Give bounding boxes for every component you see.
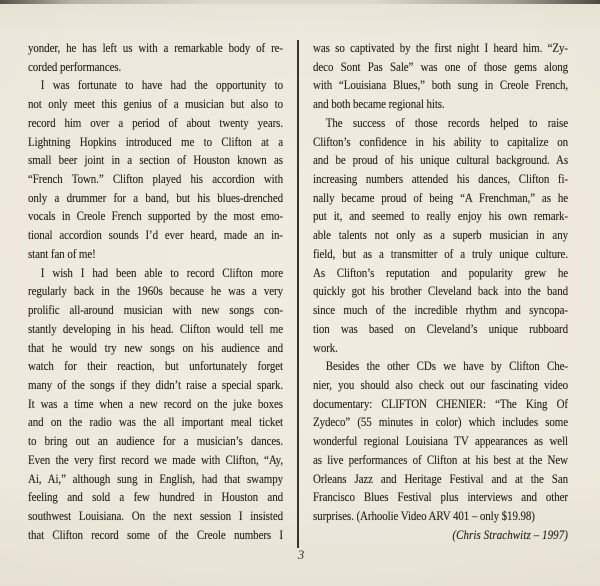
text-line: field, but as a transmitter of a truly unique culture. — [313, 246, 568, 261]
text-line: Even the very first record we made with Clifton, “Ay, — [28, 452, 283, 467]
text-line: work. — [313, 340, 338, 355]
text-line: nally became proud of being “A Frenchman,” as he — [313, 190, 568, 205]
text-line: put it, and seemed to really enjoy his own remark- — [313, 209, 568, 224]
text-line: Orleans Jazz and Heritage Festival and at the San — [313, 471, 568, 486]
text-line: Clifton’s confidence in his ability to capitalize on — [313, 134, 568, 149]
text-line: record him over a period of about twenty years. — [28, 115, 283, 130]
text-line: and be proud of his unique cultural background. As — [313, 153, 568, 168]
text-line: stant fan of me! — [28, 246, 96, 261]
text-line: vocals in Creole French supported by the most emo- — [28, 209, 283, 224]
text-line: It was a time when a new record on the juke boxes — [28, 396, 283, 411]
text-line: and both became regional hits. — [313, 97, 445, 112]
text-line: that Clifton record some of the Creole numbers I — [28, 527, 283, 542]
text-line: nier, you should also check out our fascinating video — [313, 377, 568, 392]
text-line: corded performances. — [28, 59, 122, 74]
text-line: Francisco Blues Festival plus interviews and other — [313, 490, 568, 505]
text-line: “French Town.” Clifton played his accordion with — [28, 172, 283, 187]
text-line: feeling and sold a few hundred in Houston and — [28, 490, 283, 505]
text-line: stantly developing in his head. Clifton would tell me — [28, 321, 283, 336]
text-line: prolific all-around musician with new songs con- — [28, 303, 283, 318]
text-line: Lightning Hopkins introduced me to Clifton at a — [28, 134, 283, 149]
page-number: 3 — [297, 547, 305, 562]
text-line: deco Sont Pas Sale” was one of those gems along — [313, 59, 568, 74]
text-line: I wish I had been able to record Clifton more — [40, 265, 283, 280]
text-line: tional accordion sounds I’d ever heard, made an in- — [28, 228, 283, 243]
text-line: I was fortunate to have had the opportunity to — [40, 78, 283, 93]
text-line: Zydeco” (55 minutes in color) which includes some — [313, 415, 568, 430]
text-line: watch for their reaction, but unfortunately forget — [28, 359, 283, 374]
text-line: regularly back in the 1960s because he was a very — [28, 284, 283, 299]
text-line: as live performances of Clifton at his best at the New — [313, 452, 568, 467]
text-line: yonder, he has left us with a remarkable body of re- — [28, 41, 283, 55]
text-line: wonderful regional Louisiana TV appearances as well — [313, 434, 568, 449]
text-line: was so captivated by the first night I heard him. “Zy- — [313, 41, 568, 55]
column-divider — [297, 40, 299, 548]
page-top-edge — [0, 0, 600, 4]
text-line: and on the radio was the all important meal ticket — [28, 415, 283, 430]
text-line: not only meet this genius of a musician but also to — [28, 97, 283, 112]
text-line: documentary: CLIFTON CHENIER: “The King Of — [313, 396, 568, 411]
text-line: to bring out an audience for a musician’s dances. — [28, 434, 283, 449]
text-line: tion was based on Cleveland’s unique rubboard — [313, 321, 568, 336]
text-line: small beer joint in a section of Houston known as — [28, 153, 283, 168]
text-line: many of the songs if they didn’t raise a special spark. — [28, 377, 283, 392]
text-line: As Clifton’s reputation and popularity grew he — [313, 265, 568, 280]
text-line: only a drummer for a band, but his blues-drenched — [28, 190, 283, 205]
right-text-column — [313, 39, 568, 544]
text-line: Besides the other CDs we have by Clifton Che- — [325, 359, 568, 374]
text-line: increasing numbers attended his dances, Clifton fi- — [313, 172, 568, 187]
text-line: since much of the incredible rhythm and syncopa- — [313, 303, 568, 318]
text-line: Ai, Ai,” although sung in English, had that swampy — [28, 471, 283, 486]
text-line: able talents not only as a superb musician in any — [313, 228, 568, 243]
text-line: that he would try new songs on his audience and — [28, 340, 283, 355]
text-line: The success of those records helped to raise — [325, 115, 568, 130]
text-line: with “Louisiana Blues,” both sung in Creole French, — [313, 78, 568, 93]
text-line: (Chris Strachwitz – 1997) — [452, 527, 568, 542]
left-text-column — [28, 39, 283, 544]
text-line: southwest Louisiana. On the next session I insisted — [28, 508, 283, 523]
text-line: surprises. (Arhoolie Video ARV 401 – only $19.98) — [313, 508, 535, 523]
text-line: quickly got his brother Cleveland back into the band — [313, 284, 568, 299]
